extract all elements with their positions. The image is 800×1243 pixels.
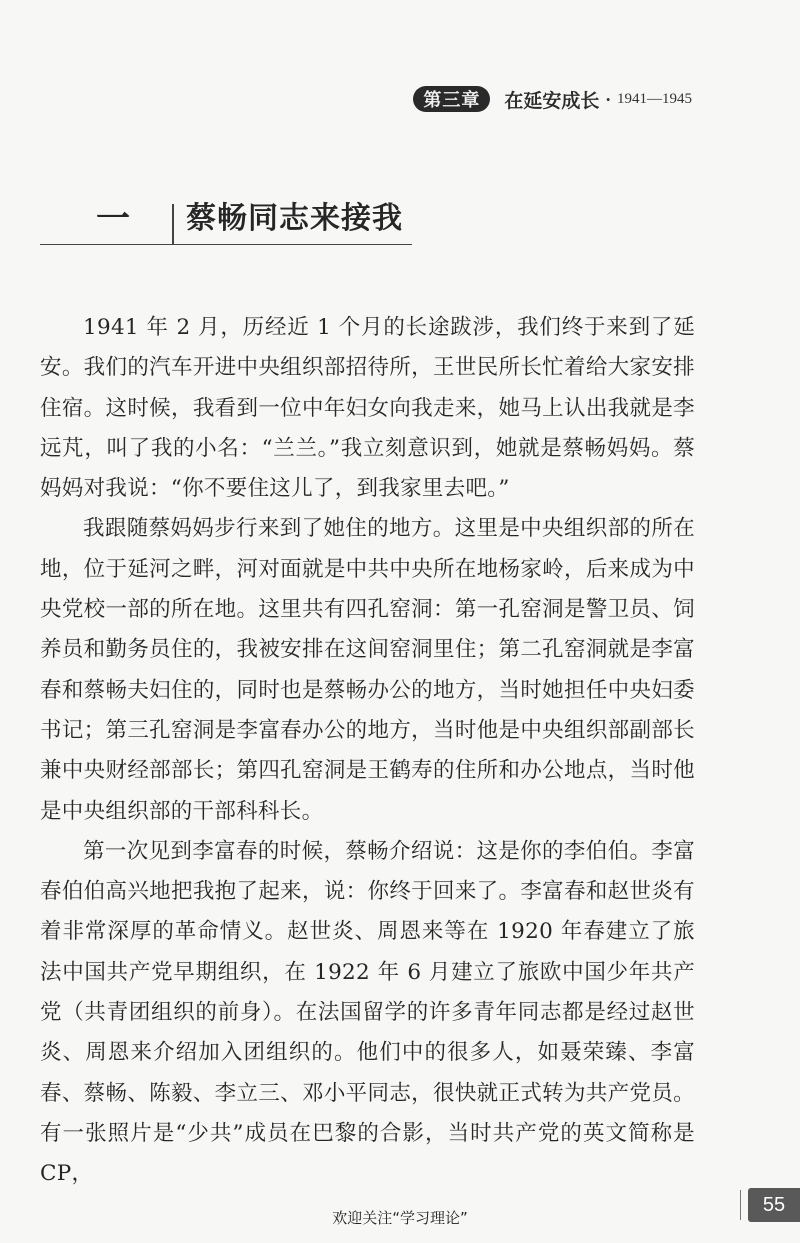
chapter-badge: 第三章 [413, 86, 490, 112]
footer-note: 欢迎关注“学习理论” [332, 1209, 468, 1227]
running-head-title: 在延安成长 [504, 89, 600, 112]
running-head-separator: · [605, 89, 611, 109]
paragraph-1: 1941 年 2 月，历经近 1 个月的长途跋涉，我们终于来到了延安。我们的汽车开进中央组织部招待所，王世民所长忙着给大家安排住宿。这时候，我看到一位中年妇女向我走来，她马上认出我就是李远芃，叫了我的小名：“兰兰。”我立刻意识到，她就是蔡畅妈妈。蔡妈妈对我说：“你不要住这儿了，到我家里去吧。” [40, 315, 695, 502]
paragraph-3: 第一次见到李富春的时候，蔡畅介绍说：这是你的李伯伯。李富春伯伯高兴地把我抱了起来，说：你终于回来了。李富春和赵世炎有着非常深厚的革命情义。赵世炎、周恩来等在 1920 年春建立了旅法中国共产党早期组织，在 1922 年 6 月建立了旅欧中国少年共产党（共青团组织的前身）。在法国留学的许多青年同志都是经过赵世炎、周恩来介绍加入团组织的。他们中的很多人，如聂荣臻、李富春、蔡畅、陈毅、李立三、邓小平同志，很快就正式转为共产党员。有一张照片是“少共”成员在巴黎的合影，当时共产党的英文简称是 CP， [40, 838, 695, 1187]
running-head [413, 84, 692, 114]
running-head-years: 1941—1945 [617, 90, 692, 107]
section-divider [172, 204, 174, 244]
section-number: 一 [96, 199, 130, 239]
section-title: 蔡畅同志来接我 [186, 201, 403, 236]
section-heading [40, 196, 412, 245]
paragraph-2: 我跟随蔡妈妈步行来到了她住的地方。这里是中央组织部的所在地，位于延河之畔，河对面就是中共中央所在地杨家岭，后来成为中央党校一部的所在地。这里共有四孔窑洞：第一孔窑洞是警卫员、饲养员和勤务员住的，我被安排在这间窑洞里住；第二孔窑洞就是李富春和蔡畅夫妇住的，同时也是蔡畅办公的地方，当时她担任中央妇委书记；第三孔窑洞是李富春办公的地方，当时他是中央组织部副部长兼中央财经部部长；第四孔窑洞是王鹤寿的住所和办公地点，当时他是中央组织部的干部科科长。 [40, 516, 695, 824]
body-text [40, 308, 695, 1195]
page-number: 55 [748, 1188, 800, 1222]
